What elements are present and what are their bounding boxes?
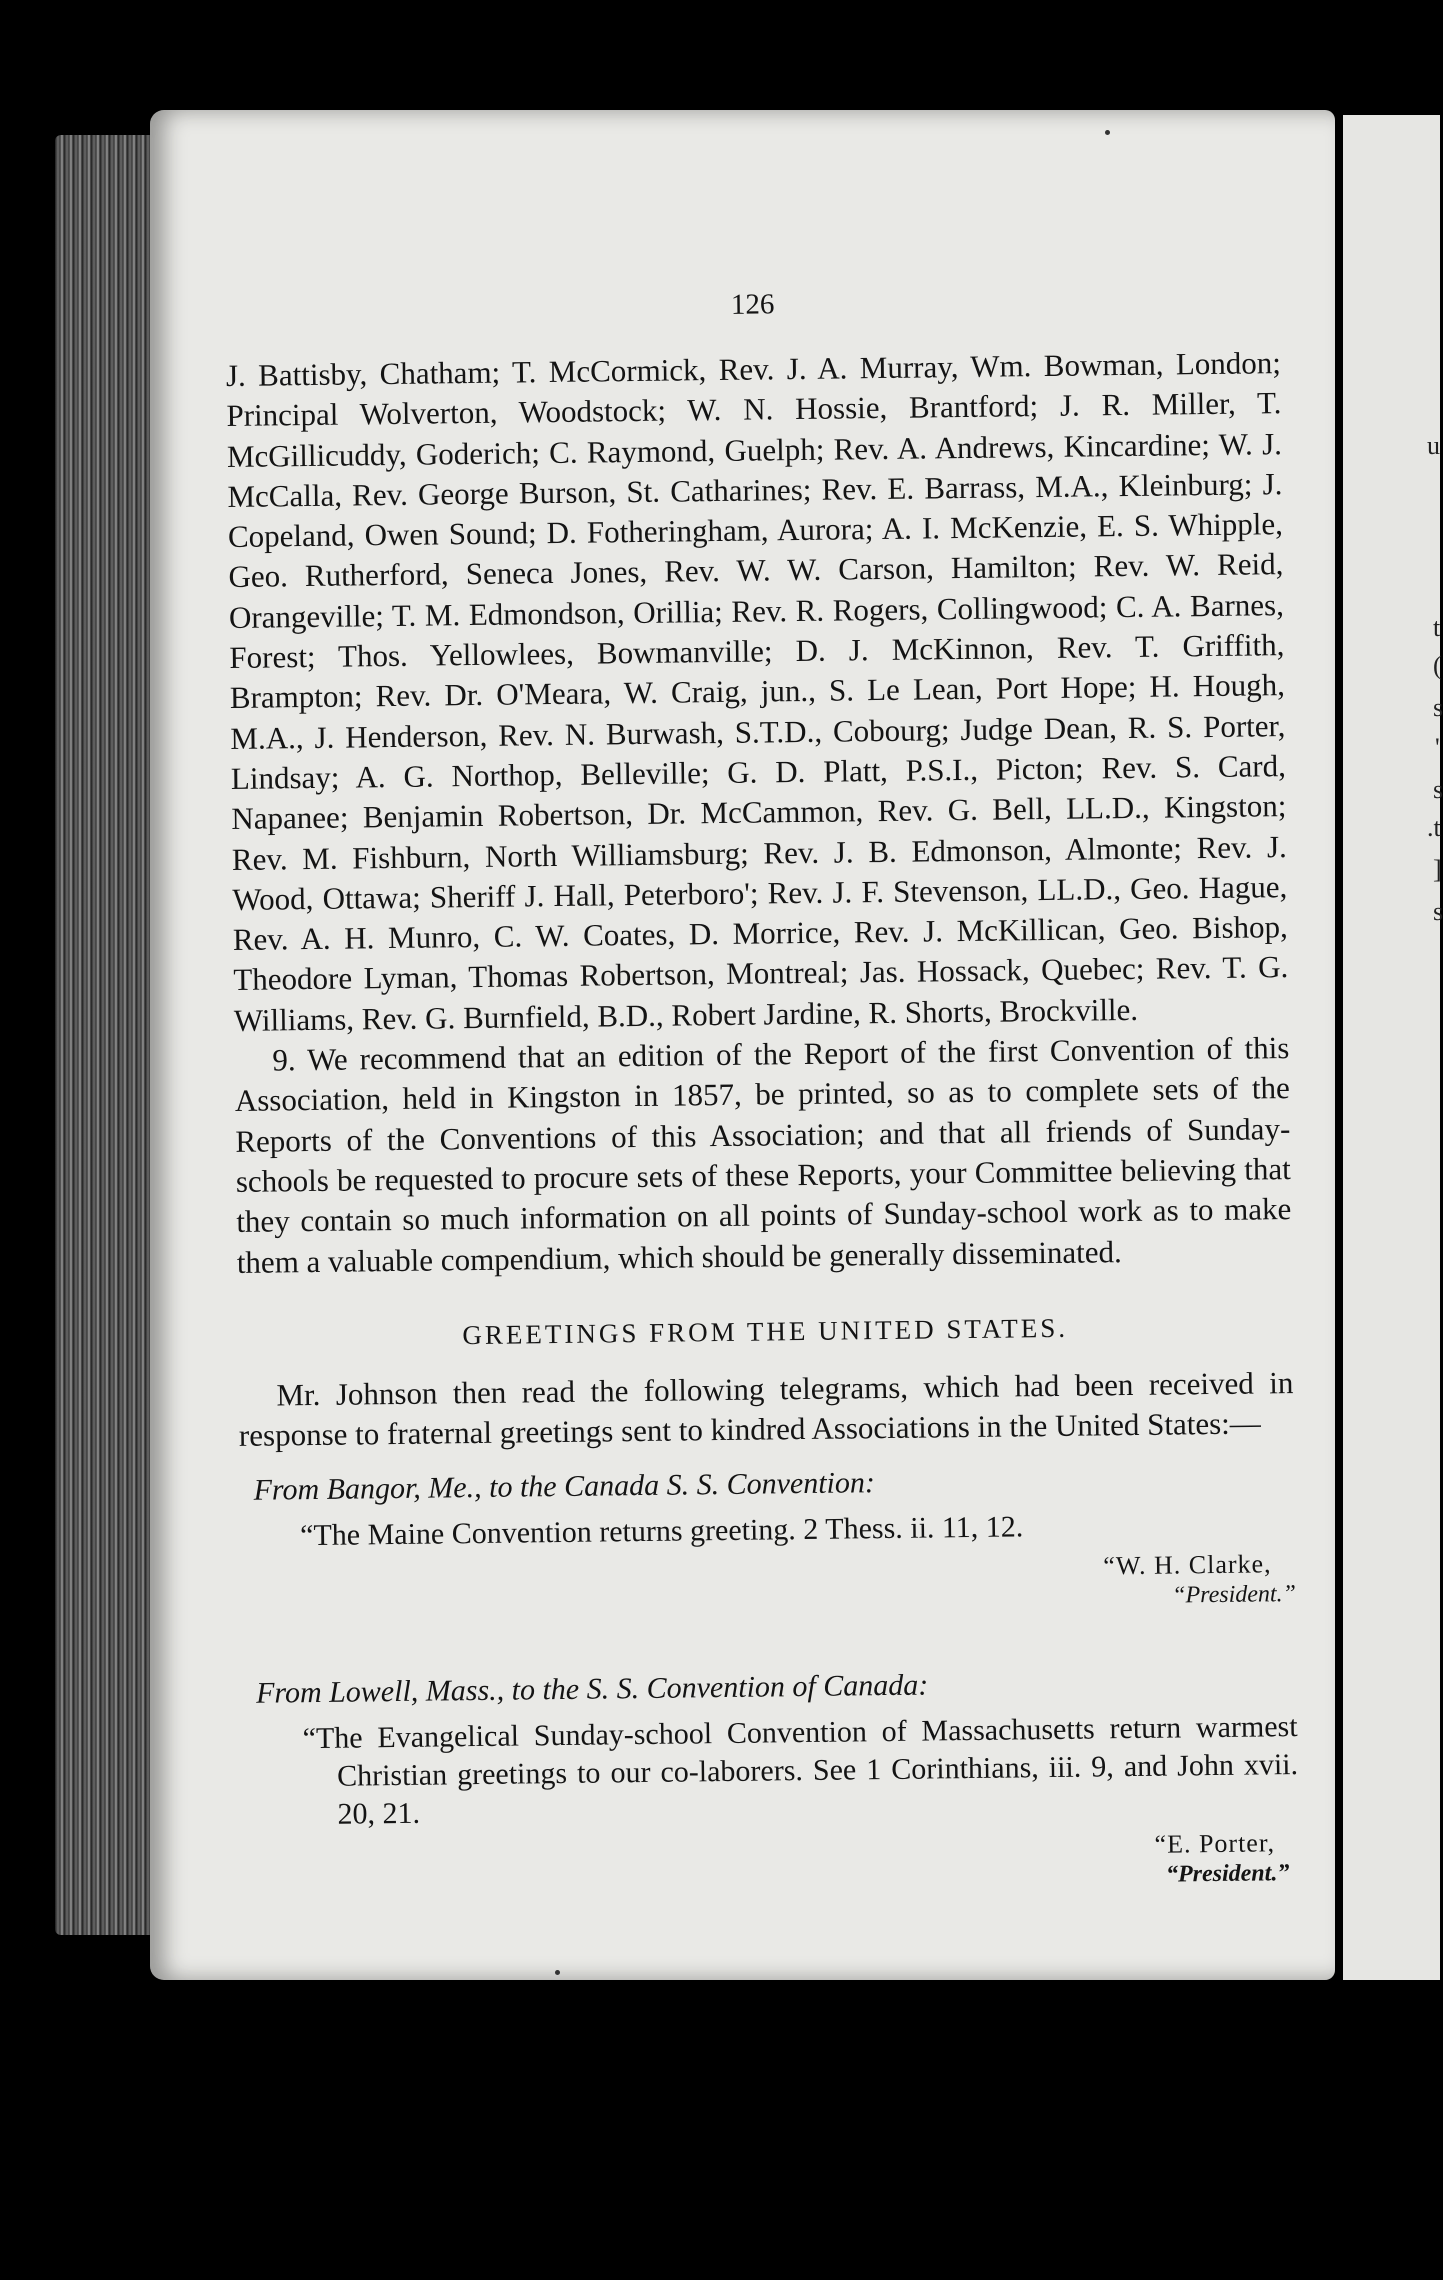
- telegram-message: “The Maine Convention returns greeting. 2 Thess. ii. 11, 12.: [299, 1510, 1024, 1553]
- print-speck: [1105, 130, 1110, 135]
- delegate-list-paragraph: J. Battisby, Chatham; T. McCormick, Rev. J. A. Murray, Wm. Bowman, London; Principal Wolverton, Woodstock; W. N. Hossie, Brantford; J. R. Miller, T. McGillicuddy, Goderich; C. Raymond, Guelph; Rev. A. Andrews, Kincardine; W. J. McCalla, Rev. George Burson, St. Catharines; Rev. E. Barrass, M.A., Kleinburg; J. Copeland, Owen Sound; D. Fotheringham, Aurora; A. I. McKenzie, E. S. Whipple, Geo. Rutherford, Seneca Jones, Rev. W. W. Carson, Hamilton; Rev. W. Reid, Orangeville; T. M. Edmondson, Orillia; Rev. R. Rogers, Collingwood; C. A. Barnes, Forest; Thos. Yellowlees, Bowmanville; D. J. McKinnon, Rev. T. Griffith, Brampton; Rev. Dr. O'Meara, W. Craig, jun., S. Le Lean, Port Hope; H. Hough, M.A., J. Henderson, Rev. N. Burwash, S.T.D., Cobourg; Judge Dean, R. S. Porter, Lindsay; A. G. Northop, Belleville; G. D. Platt, P.S.I., Picton; Rev. S. Card, Napanee; Benjamin Robertson, Dr. McCammon, Rev. G. Bell, LL.D., Kingston; Rev. M. Fishburn, North Williamsburg; Rev. J. B. Edmonson, Almonte; Rev. J. Wood, Ottawa; Sheriff J. Hall, Peterboro'; Rev. J. F. Stevenson, LL.D., Geo. Hague, Rev. A. H. Munro, C. W. Coates, D. Morrice, Rev. J. McKillican, Geo. Bishop, Theodore Lyman, Thomas Robertson, Montreal; Jas. Hossack, Quebec; Rev. T. G. Williams, Rev. G. Burnfield, B.D., Robert Jardine, R. Shorts, Brockville.: [225, 345, 1289, 1038]
- print-speck: [555, 1970, 560, 1975]
- recommendation-paragraph: 9. We recommend that an edition of the Report of the first Convention of this Association, held in Kingston in 1857, be printed, so as to complete sets of the Reports of the Conventions of this Association; and that all friends of Sunday-schools be requested to procure sets of these Reports, your Committee believing that they contain so much information on all points of Sunday-school work as to make them a valuable compendium, which should be generally disseminated.: [234, 1030, 1292, 1280]
- telegram-message: “The Evangelical Sunday-school Convention of Massachusetts return warmest Christian greetings to our co-laborers. See 1 Corinthians, iii. 9, and John xvii. 20, 21.: [302, 1710, 1299, 1832]
- facing-page-fragment: ]: [1433, 855, 1442, 884]
- telegram-signer-title: “President.”: [1165, 1860, 1290, 1889]
- telegram-origin: From Lowell, Mass., to the S. S. Convention of Canada:: [255, 1668, 929, 1711]
- facing-page-fragment: ': [1435, 733, 1440, 762]
- facing-page-fragment: t: [1433, 613, 1441, 642]
- telegram-signer-title: “President.”: [1172, 1581, 1297, 1609]
- page-text-block: [225, 282, 1300, 1900]
- telegram-origin: From Bangor, Me., to the Canada S. S. Convention:: [253, 1466, 876, 1508]
- intro-paragraph: Mr. Johnson then read the following telegrams, which had been received in response to fraternal greetings sent to kindred Associations in the United States:—: [238, 1364, 1294, 1454]
- facing-page-fragment: s: [1433, 775, 1443, 804]
- facing-page-fragment: (: [1433, 651, 1442, 680]
- telegram-signer: “E. Porter,: [1154, 1828, 1276, 1860]
- facing-page-fragment: s: [1433, 693, 1443, 722]
- page-number: 126: [730, 288, 775, 321]
- facing-page-fragment: s: [1433, 897, 1443, 926]
- telegram-signer: “W. H. Clarke,: [1103, 1549, 1272, 1581]
- facing-page-edge: [1343, 115, 1443, 1980]
- facing-page-fragment: u: [1427, 431, 1440, 460]
- section-heading: GREETINGS FROM THE UNITED STATES.: [462, 1312, 1069, 1351]
- facing-page-fragment: .t: [1427, 813, 1441, 842]
